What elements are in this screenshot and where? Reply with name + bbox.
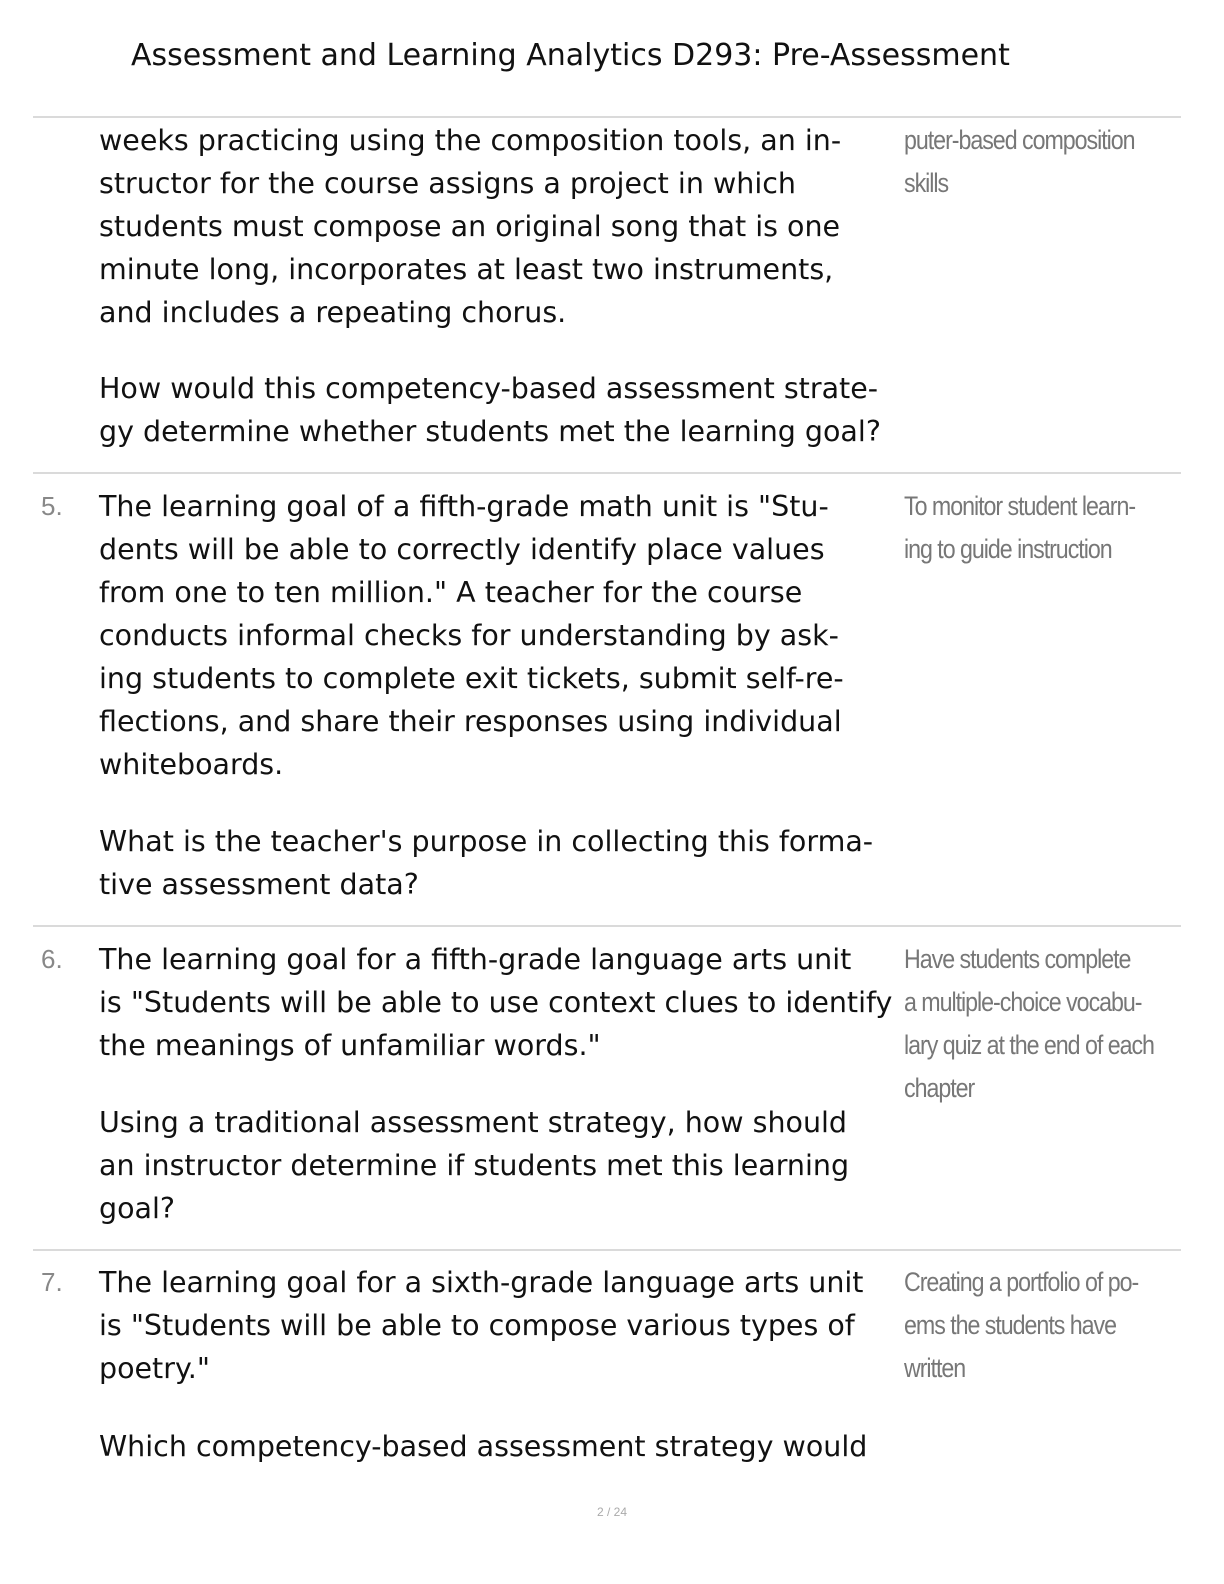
- question-prompt: What is the teacher's purpose in collecting this forma- tive assessment data?: [99, 825, 874, 901]
- question-number: 5.: [41, 491, 63, 521]
- answer-text: Have students complete a multiple-choice vocabu- lary quiz at the end of each chapter: [904, 944, 1154, 1103]
- divider: [33, 116, 1181, 118]
- divider: [33, 472, 1181, 474]
- answer-text: Creating a portfolio of po- ems the students have written: [904, 1267, 1139, 1383]
- document-title: Assessment and Learning Analytics D293: Pre-Assessment: [131, 38, 1010, 73]
- question-prompt: Using a traditional assessment strategy, how should an instructor determine if students met this learning goal?: [99, 1106, 850, 1225]
- question-text: The learning goal for a sixth-grade language arts unit is "Students will be able to compose various types of poetry.": [99, 1266, 864, 1385]
- question-prompt: How would this competency-based assessment strate- gy determine whether students met the learning goal?: [99, 372, 881, 448]
- question-text: weeks practicing using the composition tools, an in- structor for the course assigns a project in which students must compose an original song that is one minute long, incorporates at least two instruments, and includes a repeating chorus.: [99, 124, 842, 329]
- question-number: 7.: [41, 1267, 63, 1297]
- question-prompt: Which competency-based assessment strategy would: [99, 1430, 868, 1463]
- question-number: 6.: [41, 944, 63, 974]
- answer-text: To monitor student learn- ing to guide instruction: [904, 491, 1136, 564]
- question-text: The learning goal of a fifth-grade math unit is "Stu- dents will be able to correctly identify place values from one to ten million." A teacher for the course conducts informal checks for understanding by ask- ing students to complete exit tickets, submit self-re- flections, and share their responses using individual whiteboards.: [99, 490, 844, 781]
- question-text: The learning goal for a fifth-grade language arts unit is "Students will be able to use context clues to identify the meanings of unfamiliar words.": [99, 943, 893, 1062]
- answer-text: puter-based composition skills: [904, 125, 1135, 198]
- divider: [33, 1249, 1181, 1251]
- divider: [33, 925, 1181, 927]
- page-indicator: 2 / 24: [596, 1505, 628, 1519]
